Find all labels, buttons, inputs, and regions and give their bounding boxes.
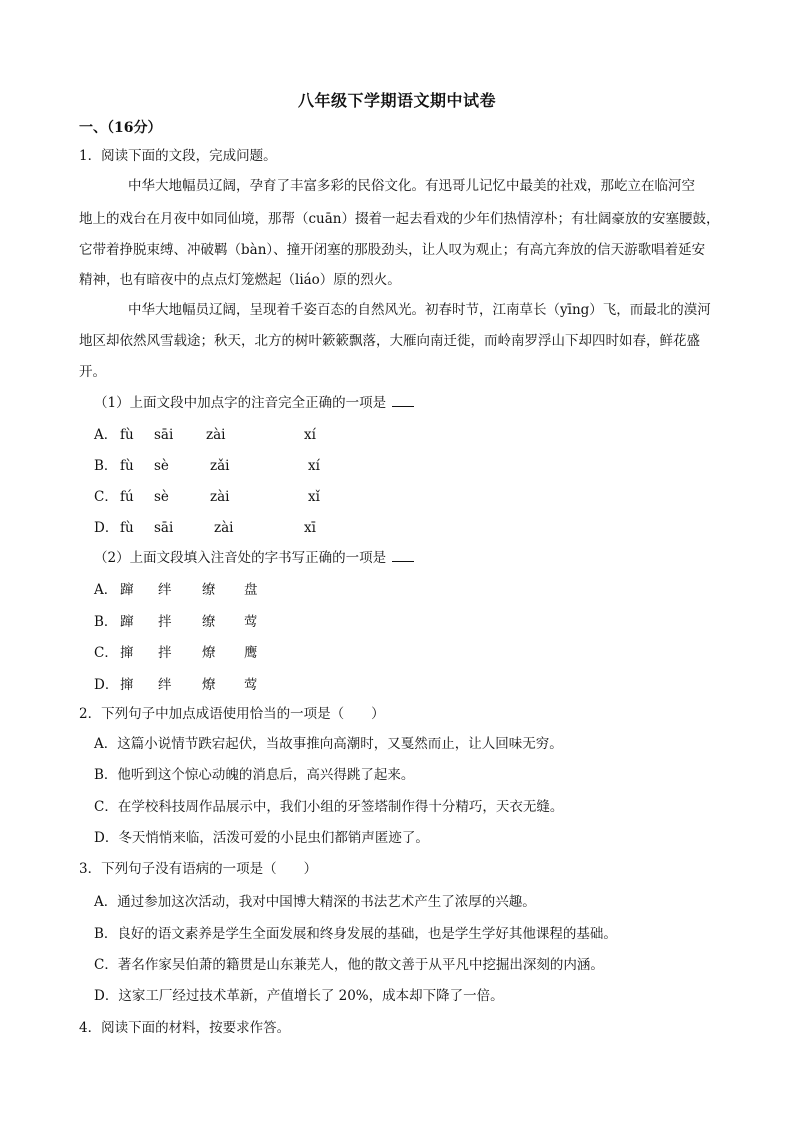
section-heading: 一、（16分） <box>79 120 162 136</box>
question-3-stem: 3．下列句子没有语病的一项是（ ） <box>79 861 318 877</box>
choice-option[interactable]: C．在学校科技周作品展示中，我们小组的牙签塔制作得十分精巧，天衣无缝。 <box>94 799 564 815</box>
answer-blank[interactable] <box>392 549 414 562</box>
subquestion-2 <box>94 548 414 568</box>
choice-option[interactable]: B．他听到这个惊心动魄的消息后，高兴得跳了起来。 <box>94 767 415 783</box>
question-1-stem: 1．阅读下面的文段，完成问题。 <box>79 148 277 164</box>
choice-option[interactable]: A．通过参加这次活动，我对中国博大精深的书法艺术产生了浓厚的兴趣。 <box>94 894 536 910</box>
choice-option[interactable]: D．这家工厂经过技术革新，产值增长了 20%，成本却下降了一倍。 <box>94 988 504 1004</box>
passage-line: 地上的戏台在月夜中如同仙境，那帮（cuān）掇着一起去看戏的少年们热情淳朴；有壮阔豪放的安塞腰鼓， <box>79 211 720 227</box>
passage-line: 中华大地幅员辽阔，呈现着千姿百态的自然风光。初春时节，江南草长（yīng）飞，而最北的漠河 <box>128 302 711 318</box>
subquestion-1 <box>94 393 414 413</box>
subquestion-1-stem: （1）上面文段中加点字的注音完全正确的一项是 <box>94 395 387 411</box>
passage-line: 中华大地幅员辽阔，孕育了丰富多彩的民俗文化。有迅哥儿记忆中最美的社戏，那屹立在临河空 <box>128 178 695 194</box>
page-title: 八年级下学期语文期中试卷 <box>297 91 496 110</box>
passage-line: 开。 <box>79 364 106 380</box>
choice-option[interactable]: A．这篇小说情节跌宕起伏，当故事推向高潮时，又戛然而止，让人回味无穷。 <box>94 736 563 752</box>
choice-option[interactable]: B．良好的语文素养是学生全面发展和终身发展的基础，也是学生学好其他课程的基础。 <box>94 926 617 942</box>
passage-line: 精神，也有暗夜中的点点灯笼燃起（liáo）原的烈火。 <box>79 272 401 288</box>
question-4-stem: 4．阅读下面的材料，按要求作答。 <box>79 1020 291 1036</box>
subquestion-2-stem: （2）上面文段填入注音处的字书写正确的一项是 <box>94 550 387 566</box>
answer-blank[interactable] <box>392 394 414 407</box>
choice-option[interactable]: D．冬天悄悄来临，活泼可爱的小昆虫们都销声匿迹了。 <box>94 830 429 846</box>
passage-line: 它带着挣脱束缚、冲破羁（bàn）、撞开闭塞的那股劲头，让人叹为观止；有高亢奔放的信天游歌唱着延安 <box>79 242 706 258</box>
passage-line: 地区却依然风雪载途；秋天，北方的树叶簌簌飘落，大雁向南迁徙，而岭南罗浮山下却四时如春，鲜花盛 <box>79 333 700 349</box>
choice-option[interactable]: C．著名作家吴伯萧的籍贯是山东兼芜人，他的散文善于从平凡中挖掘出深刻的内涵。 <box>94 957 604 973</box>
exam-page: 八年级下学期语文期中试卷 一、（16分） 1．阅读下面的文段，完成问题。 中华大地幅员辽阔，孕育了丰富多彩的民俗文化。有迅哥儿记忆中最美的社戏，那屹立在临河空 地上的戏台在月夜中如同仙境，那帮（cuān）掇着一起去看戏的少年们热情淳朴；有壮阔豪放的安塞腰鼓， 它带着挣脱束缚、冲破羁（bàn）、撞开闭塞的那股劲头，让人叹为观止；有高亢奔放的信天游歌唱着延安 精神，也有暗夜中的点点灯笼燃起（liáo）原的烈火。 中华大地幅员辽阔，呈现着千姿百态的自然风光。初春时节，江南草长（yīng）飞，而最北的漠河 地区却依然风雪载途；秋天，北方的树叶簌簌飘落，大雁向南迁徙，而岭南罗浮山下却四时如春，鲜花盛 开。 （1）上面文段中加点字的注音完全正确的一项是 A． fù sāi zài xí B． fù sè zǎi xí C． fú sè zài xǐ D． fù sāi zài xī （2）上面文段填入注音处的字书写正确的一项是 A． 蹿 绊 缭 盘 B． 蹿 拌 缭 莺 C． 撺 拌 燎 鹰 D． 撺 绊 燎 莺 2．下列句子中加点成语使用恰当的一项是（ ） A．这篇小说情节跌宕起伏，当故事推向高潮时，又戛然而止，让人回味无穷。 B．他听到这个惊心动魄的消息后，高兴得跳了起来。 C．在学校科技周作品展示中，我们小组的牙签塔制作得十分精巧，天衣无缝。 D．冬天悄悄来临，活泼可爱的小昆虫们都销声匿迹了。 3．下列句子没有语病的一项是（ ） A．通过参加这次活动，我对中国博大精深的书法艺术产生了浓厚的兴趣。 B．良好的语文素养是学生全面发展和终身发展的基础，也是学生学好其他课程的基础。 C．著名作家吴伯萧的籍贯是山东兼芜人，他的散文善于从平凡中挖掘出深刻的内涵。 D．这家工厂经过技术革新，产值增长了 20%，成本却下降了一倍。 4．阅读下面的材料，按要求作答。 <box>0 0 794 1122</box>
question-2-stem: 2．下列句子中加点成语使用恰当的一项是（ ） <box>79 706 385 722</box>
